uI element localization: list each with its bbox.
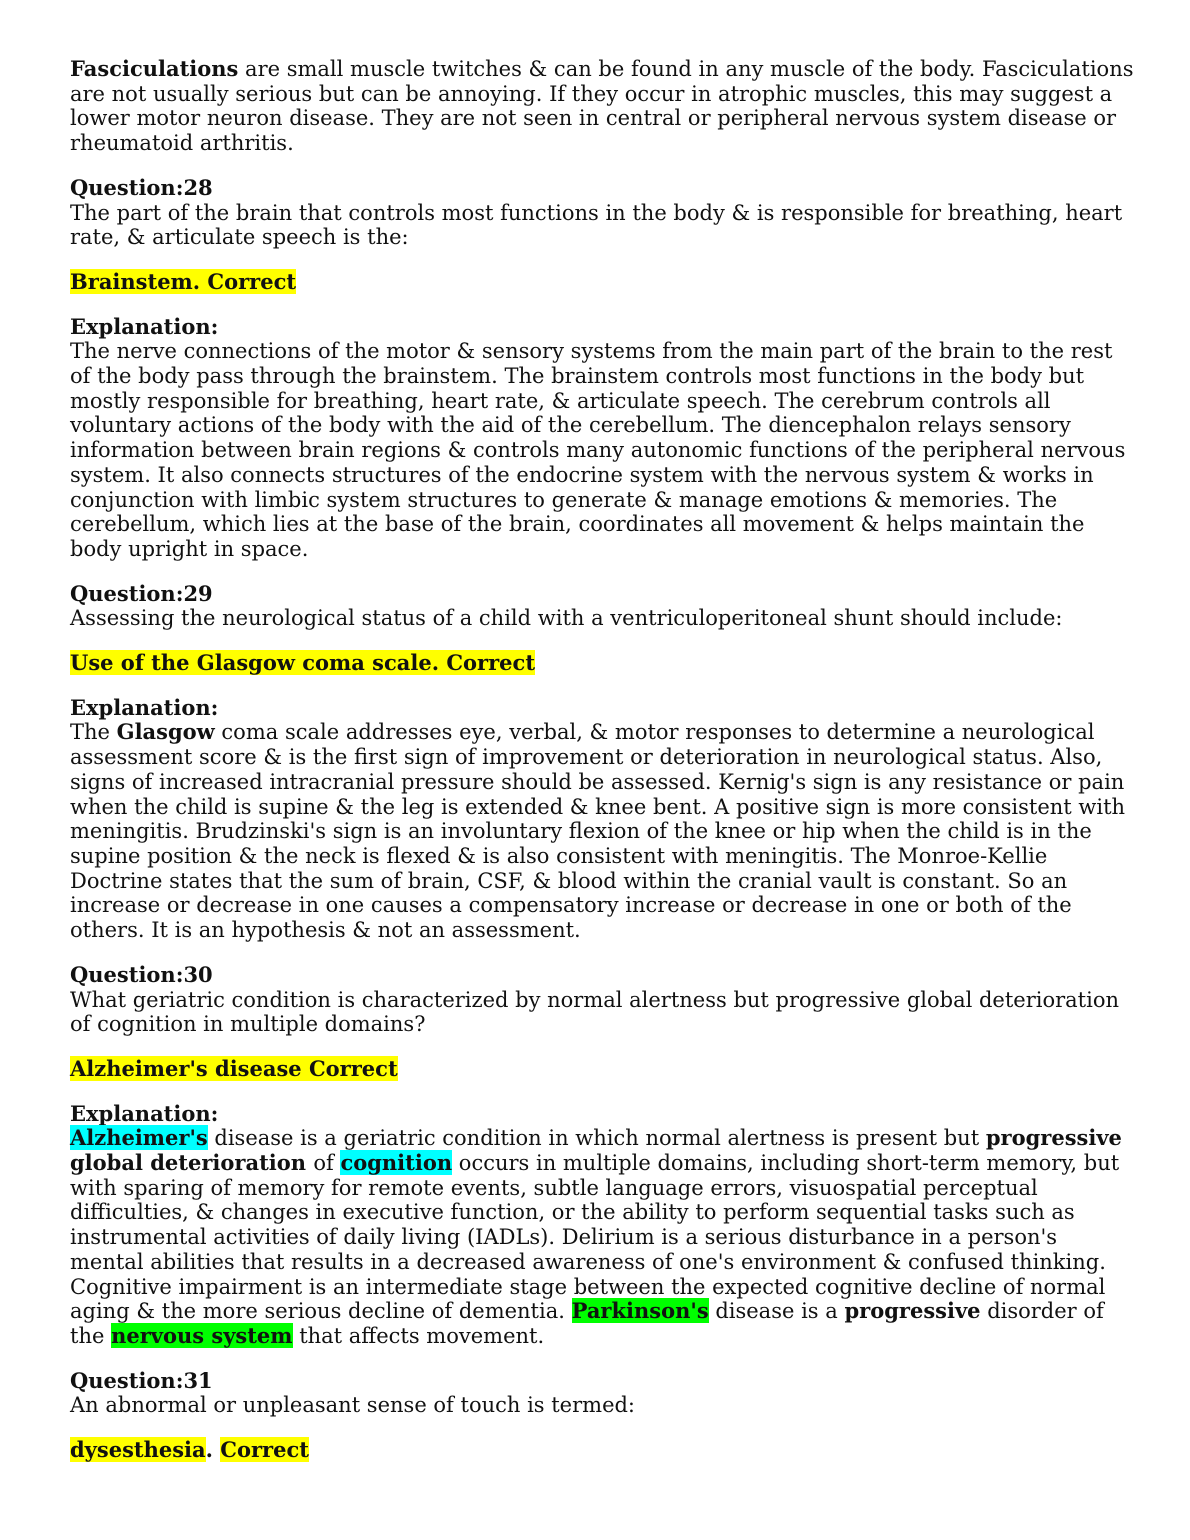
explanation-fragment: disorder of the: [70, 1299, 1104, 1348]
intro-text: are small muscle twitches & can be found in any muscle of the body. Fasciculations are not usually serious but can be annoying. If they occur in atrophic muscles, this may suggest a lower motor neuron disease. They are not seen in central or peripheral nervous system disease or rheumatoid arthritis.: [70, 57, 1134, 156]
question-heading: Question:28: [70, 174, 213, 200]
intro-term: Fasciculations: [70, 56, 239, 81]
answer-31: [70, 1438, 1135, 1463]
question-heading: Question:30: [70, 961, 213, 987]
answer-30: [70, 1057, 1135, 1082]
answer-highlight-term: dysesthesia: [70, 1437, 206, 1463]
explanation-text: [70, 720, 1135, 942]
intro-paragraph: [70, 57, 1135, 156]
question-text: What geriatric condition is characterized by normal alertness but progressive global deterioration of cognition in multiple domains?: [70, 987, 1119, 1037]
question-28: [70, 176, 1135, 250]
explanation-heading: Explanation:: [70, 313, 219, 339]
highlight-cognition: cognition: [340, 1150, 453, 1176]
question-30: [70, 963, 1135, 1037]
explanation-bold-word: progressive: [844, 1298, 981, 1324]
answer-highlight: Brainstem. Correct: [70, 268, 297, 294]
question-text: An abnormal or unpleasant sense of touch is termed:: [70, 1393, 636, 1418]
explanation-bold-phrase: progressive global deterioration: [70, 1125, 1122, 1176]
question-heading: Question:29: [70, 580, 213, 606]
question-heading: Question:31: [70, 1367, 213, 1393]
explanation-fragment: The: [70, 720, 117, 745]
answer-29: [70, 651, 1135, 676]
question-text: Assessing the neurological status of a child with a ventriculoperitoneal shunt should include:: [70, 606, 1063, 631]
explanation-bold-term: Glasgow: [116, 719, 215, 745]
explanation-text: [70, 1126, 1135, 1348]
question-31: [70, 1369, 1135, 1418]
highlight-nervous-system: nervous system: [111, 1322, 293, 1348]
highlight-alzheimers: Alzheimer's: [70, 1125, 208, 1151]
answer-28: [70, 270, 1135, 295]
explanation-heading: Explanation:: [70, 694, 219, 720]
question-29: [70, 582, 1135, 631]
question-text: The part of the brain that controls most functions in the body & is responsible for breathing, heart rate, & articulate speech is the:: [70, 200, 1123, 250]
document-page: [70, 57, 1135, 1483]
explanation-text: The nerve connections of the motor & sensory systems from the main part of the brain to the rest of the body pass through the brainstem. The brainstem controls most functions in the body but mostly responsible for breathing, heart rate, & articulate speech. The cerebrum controls all voluntary actions of the body with the aid of the cerebellum. The diencephalon relays sensory information between brain regions & controls many autonomic functions of the peripheral nervous system. It also connects structures of the endocrine system with the nervous system & works in conjunction with limbic system structures to generate & manage emotions & memories. The cerebellum, which lies at the base of the brain, coordinates all movement & helps maintain the body upright in space.: [70, 339, 1126, 561]
explanation-heading: Explanation:: [70, 1100, 219, 1126]
explanation-fragment: that affects movement.: [292, 1323, 545, 1348]
explanation-fragment: occurs in multiple domains, including short-term memory, but with sparing of memory for remote events, subtle language errors, visuospatial perceptual difficulties, & changes in executive function, or the ability to perform sequential tasks such as instrumental activities of daily living (IADLs). Delirium is a serious disturbance in a person's mental abilities that results in a decreased awareness of one's environment & confused thinking. Cognitive impairment is an intermediate stage between the expected cognitive decline of normal aging & the more serious decline of dementia.: [70, 1151, 1120, 1324]
highlight-parkinsons: Parkinson's: [571, 1298, 709, 1324]
answer-highlight-correct: Correct: [220, 1437, 309, 1463]
explanation-fragment: disease is a: [708, 1299, 845, 1324]
answer-separator: .: [205, 1437, 221, 1463]
explanation-fragment: disease is a geriatric condition in which normal alertness is present but: [207, 1126, 986, 1151]
explanation-fragment: coma scale addresses eye, verbal, & motor responses to determine a neurological assessment score & is the first sign of improvement or deterioration in neurological status. Also, signs of increased intracranial pressure should be assessed. Kernig's sign is any resistance or pain when the child is supine & the leg is extended & knee bent. A positive sign is more consistent with meningitis. Brudzinski's sign is an involuntary flexion of the knee or hip when the child is in the supine position & the neck is flexed & is also consistent with meningitis. The Monroe-Kellie Doctrine states that the sum of brain, CSF, & blood within the cranial vault is constant. So an increase or decrease in one causes a compensatory increase or decrease in one or both of the others. It is an hypothesis & not an assessment.: [70, 720, 1126, 943]
answer-highlight: Use of the Glasgow coma scale. Correct: [70, 650, 536, 676]
answer-highlight: Alzheimer's disease Correct: [70, 1055, 398, 1081]
explanation-fragment: of: [313, 1151, 341, 1176]
